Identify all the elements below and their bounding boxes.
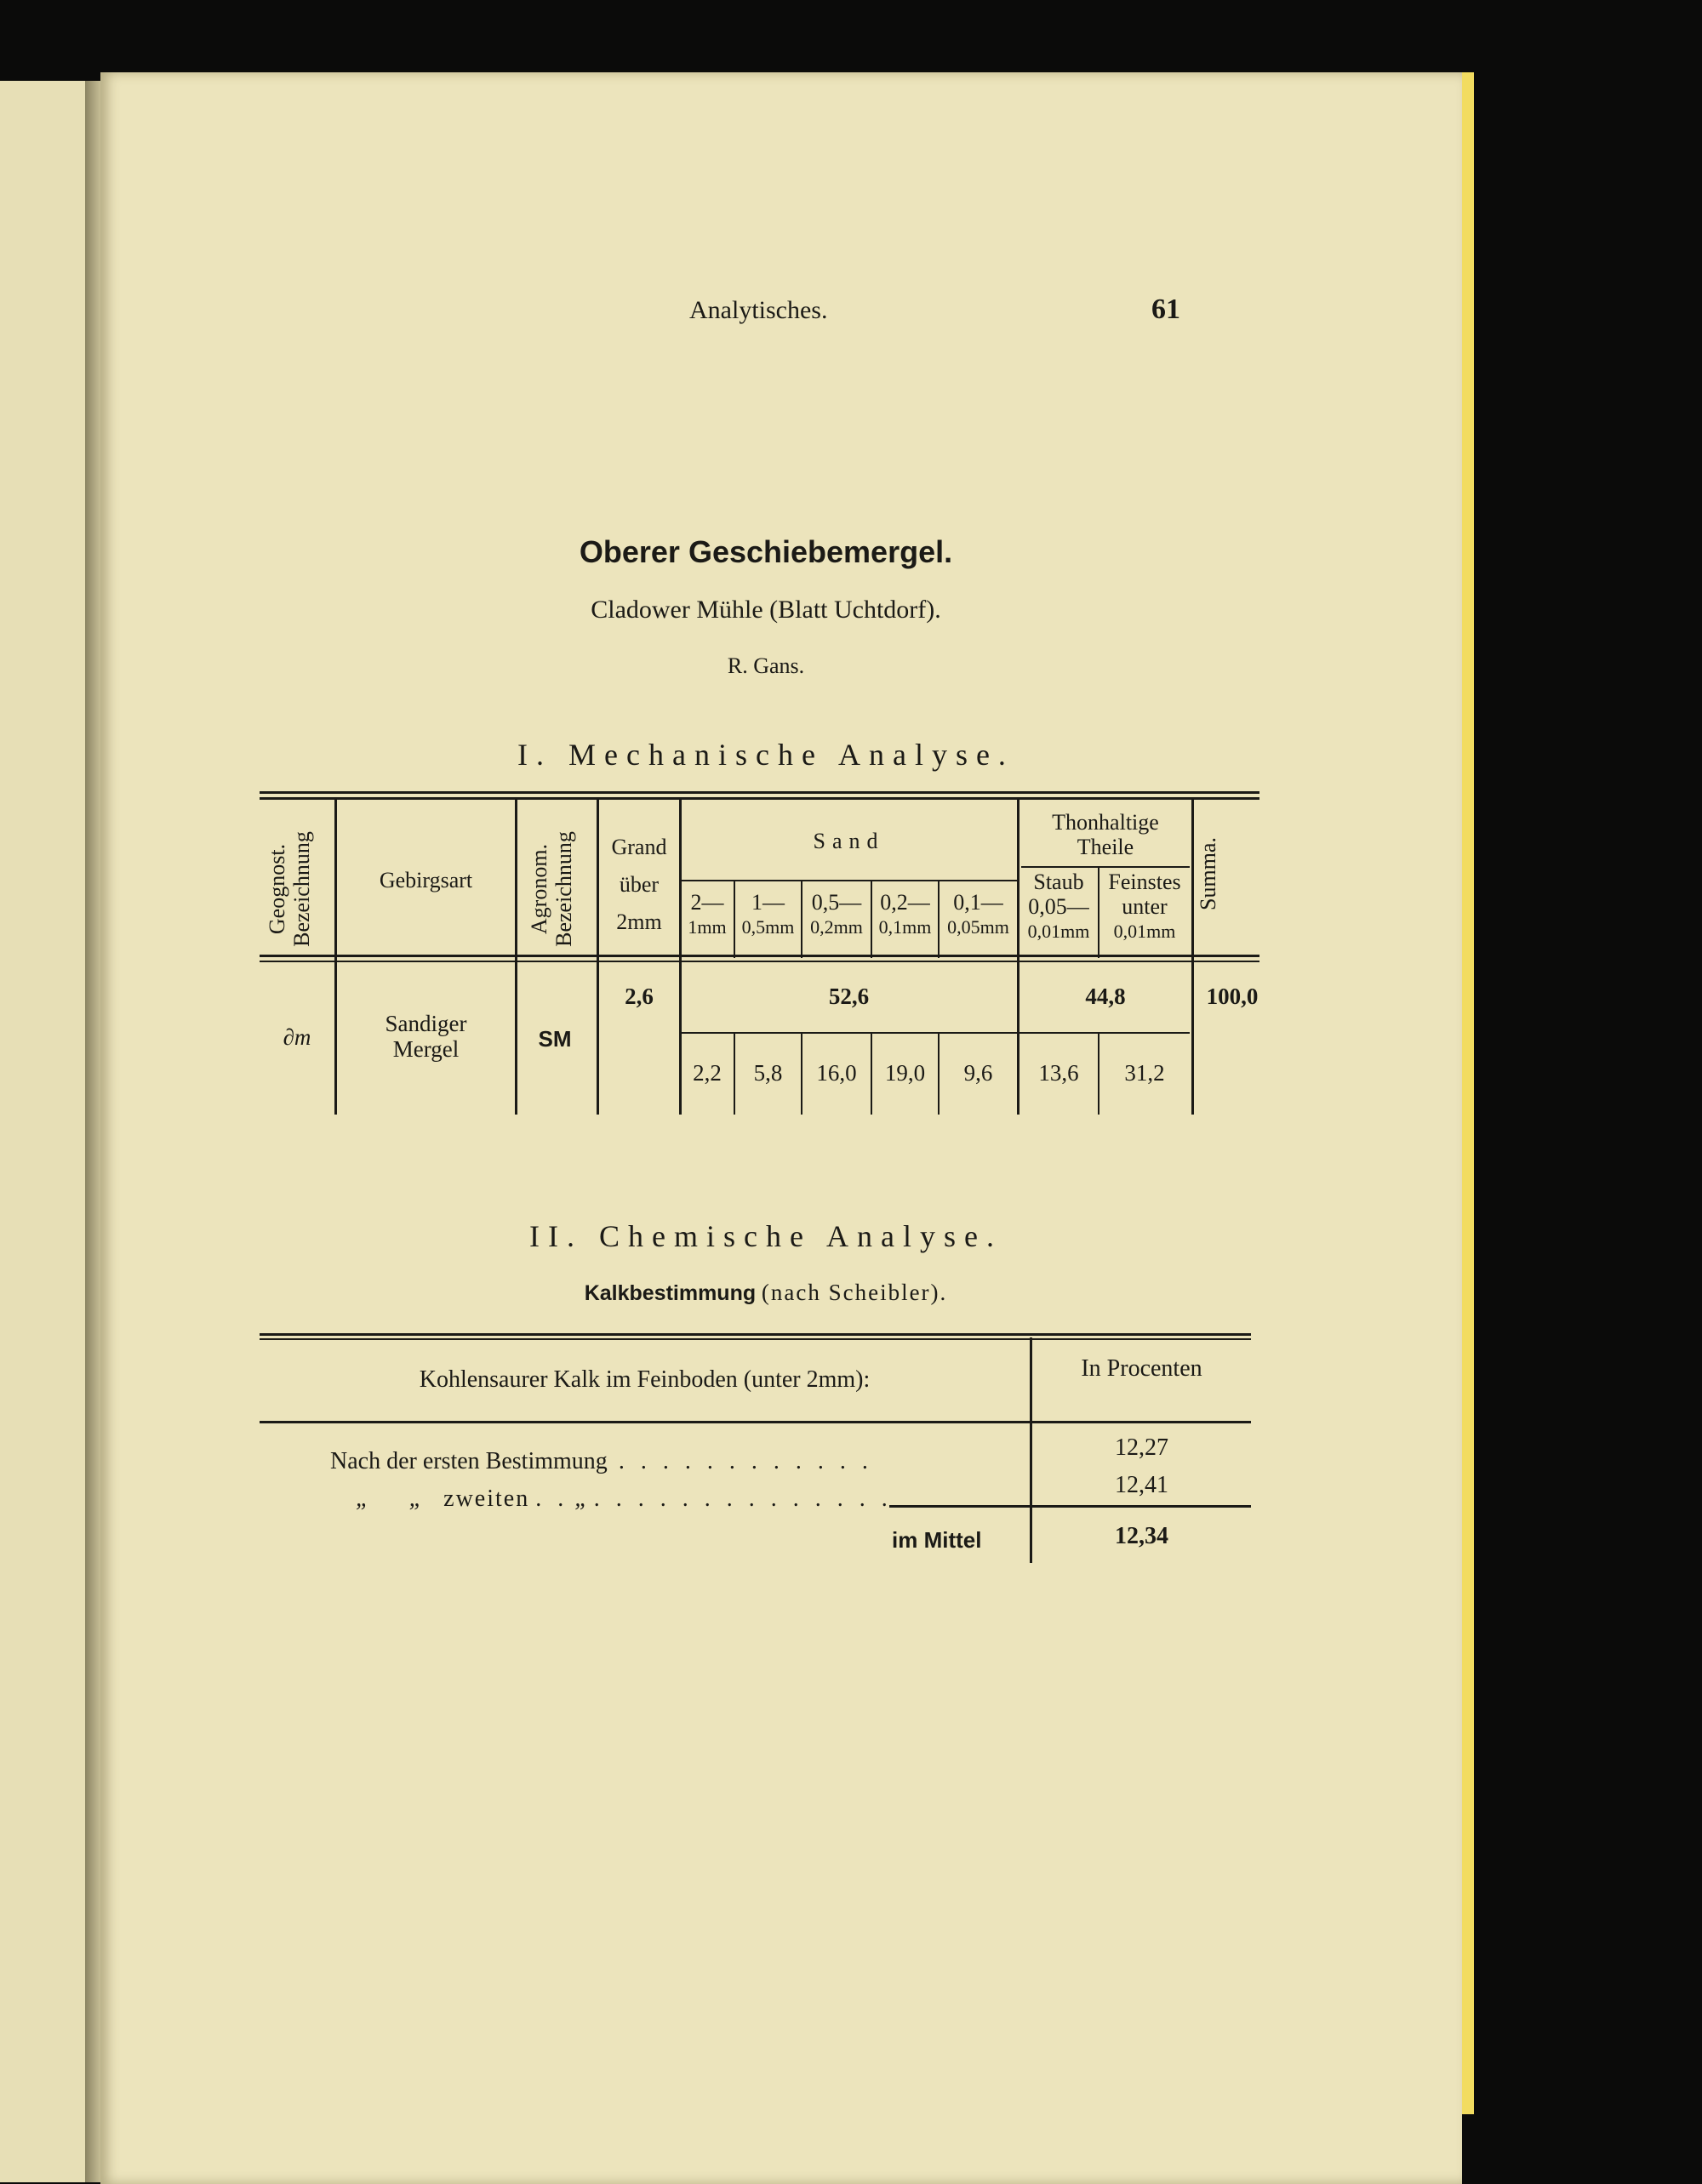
author: R. Gans. [727,653,805,678]
header-sand-02-01: 0,2— 0,1mm [878,890,932,938]
header-sand: Sand [813,829,885,853]
document-title: Oberer Geschiebemergel. [579,534,953,569]
cell-feinstes: 31,2 [1124,1060,1165,1086]
page-number: 61 [1151,294,1180,325]
header-sand-05-02: 0,5— 0,2mm [810,890,863,938]
header-gebirgsart: Gebirgsart [379,868,473,892]
header-thonhaltige: Thonhaltige Theile [1052,810,1159,859]
cell-staub: 13,6 [1038,1060,1079,1086]
cell-sand-1-05: 5,8 [753,1060,783,1086]
header-grand: Grand über 2mm [611,835,667,934]
running-title: Analytisches. [689,296,828,324]
cell-sand-2-1: 2,2 [693,1060,722,1086]
col-header-kohlensaurer-kalk: Kohlensaurer Kalk im Feinboden (unter 2mm): [419,1366,871,1393]
value-erste-bestimmung: 12,27 [1115,1434,1168,1461]
header-agronom: Agronom. Bezeichnung [527,831,576,947]
row-label-erste-bestimmung: Nach der ersten Bestimmung . . . . . . . . . . . . [330,1448,873,1474]
header-geognost: Geognost. Bezeichnung [265,831,314,947]
header-sand-2-1: 2— 1mm [688,890,727,938]
cell-sand-05-02: 16,0 [816,1060,857,1086]
cell-agronom: SM [538,1026,572,1052]
col-header-in-procenten: In Procenten [1081,1355,1202,1382]
mean-label: im Mittel [892,1527,982,1553]
cell-grand: 2,6 [625,984,654,1009]
header-staub: Staub 0,05— 0,01mm [1027,870,1090,942]
section-chemische-analyse: II. Chemische Analyse. [529,1219,1002,1253]
header-sand-01-005: 0,1— 0,05mm [947,890,1009,938]
header-sand-1-05: 1— 0,5mm [741,890,795,938]
page-edges [1462,72,1474,2114]
cell-gebirgsart: Sandiger Mergel [385,1011,467,1062]
subheading-kalkbestimmung: Kalkbestimmung (nach Scheibler). [584,1280,948,1305]
cell-thon-total: 44,8 [1085,984,1126,1009]
value-zweite-bestimmung: 12,41 [1115,1472,1168,1498]
cell-sand-total: 52,6 [828,984,870,1009]
cell-geognost: ∂m [283,1024,311,1050]
header-feinstes: Feinstes unter 0,01mm [1108,870,1181,942]
mean-value: 12,34 [1115,1523,1168,1549]
cell-sand-02-01: 19,0 [884,1060,926,1086]
document-subtitle: Cladower Mühle (Blatt Uchtdorf). [591,596,941,624]
header-summa: Summa. [1196,837,1220,910]
section-mechanische-analyse: I. Mechanische Analyse. [517,738,1014,772]
cell-summa: 100,0 [1206,984,1259,1009]
row-label-zweite-bestimmung: „ „ zweiten . . „ . . . . . . . . . . . . . . [356,1485,893,1512]
cell-sand-01-005: 9,6 [963,1060,993,1086]
book-page [100,72,1462,2184]
